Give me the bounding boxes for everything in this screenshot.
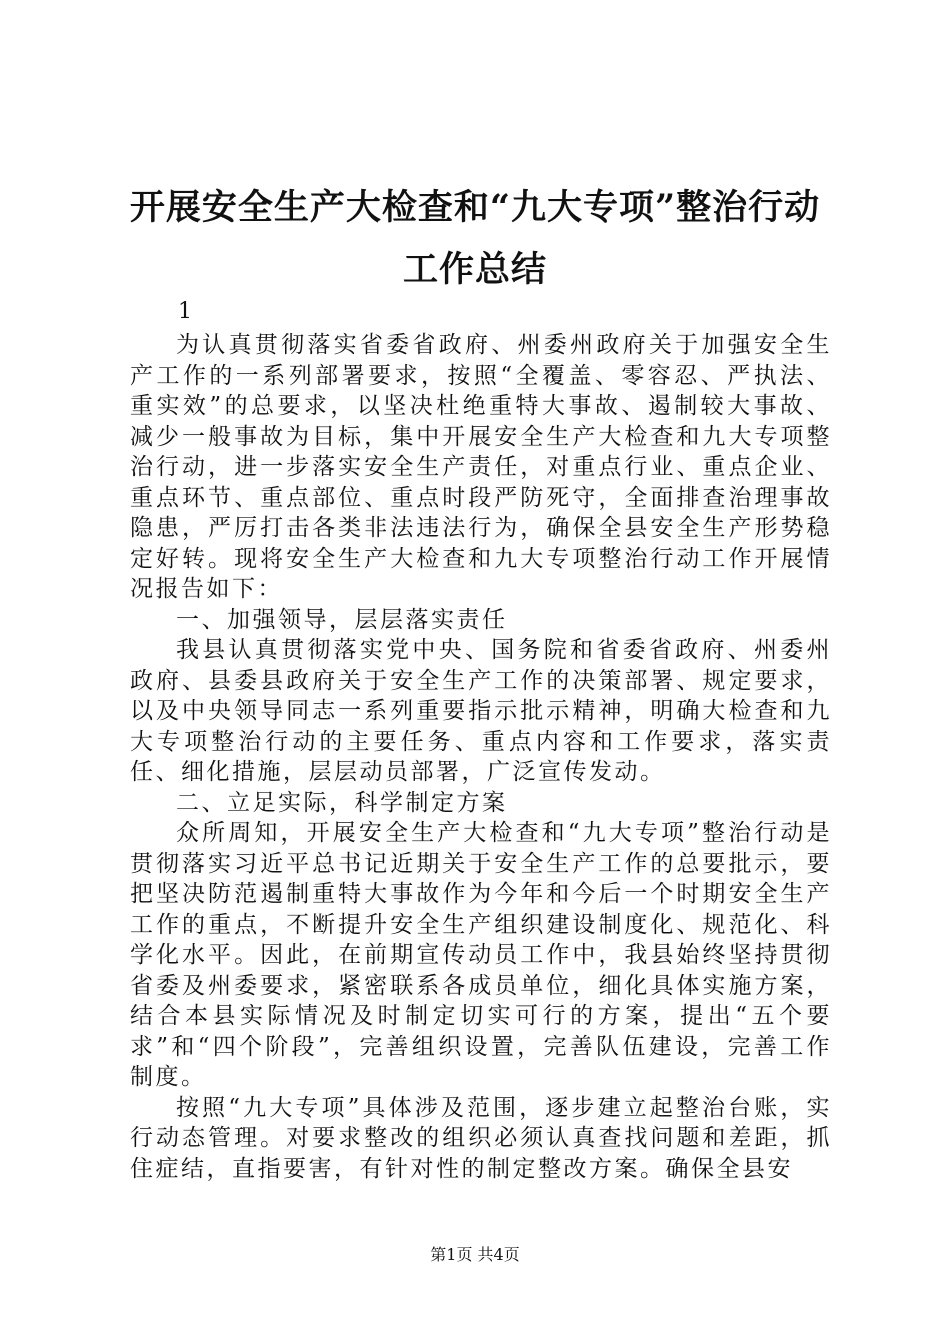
section-heading-1: 一、加强领导，层层落实责任: [176, 606, 508, 633]
section-heading-2: 二、立足实际，科学制定方案: [176, 789, 508, 816]
page-mark: 1: [178, 299, 192, 324]
paragraph-intro: 为认真贯彻落实省委省政府、州委州政府关于加强安全生产工作的一系列部署要求，按照“全覆盖、零容忍、严执法、重实效”的总要求，以坚决杜绝重特大事故、遏制较大事故、减少一般事故为目标，集中开展安全生产大检查和九大专项整治行动，进一步落实安全生产责任，对重点行业、重点企业、重点环节、重点部位、重点时段严防死守，全面排查治理事故隐患，严厉打击各类非法违法行为，确保全县安全生产形势稳定好转。现将安全生产大检查和九大专项整治行动工作开展情况报告如下：: [130, 332, 832, 602]
document-title-line-1: 开展安全生产大检查和“九大专项”整治行动: [129, 187, 821, 228]
document-body: [130, 330, 832, 1184]
paragraph-section-2-continued: 按照“九大专项”具体涉及范围，逐步建立起整治台账，实行动态管理。对要求整改的组织必须认真查找问题和差距，抓住症结，直指要害，有针对性的制定整改方案。确保全县安: [130, 1094, 832, 1182]
page-footer: 第1页 共4页: [430, 1245, 520, 1264]
paragraph-section-2: 众所周知，开展安全生产大检查和“九大专项”整治行动是贯彻落实习近平总书记近期关于安全生产工作的总要批示，要把坚决防范遏制重特大事故作为今年和今后一个时期安全生产工作的重点，不断提升安全生产组织建设制度化、规范化、科学化水平。因此，在前期宣传动员工作中，我县始终坚持贯彻省委及州委要求，紧密联系各成员单位，细化具体实施方案，结合本县实际情况及时制定切实可行的方案，提出“五个要求”和“四个阶段”，完善组织设置，完善队伍建设，完善工作制度。: [130, 820, 832, 1090]
document-title-line-2: 工作总结: [402, 249, 547, 290]
paragraph-section-1: 我县认真贯彻落实党中央、国务院和省委省政府、州委州政府、县委县政府关于安全生产工作的决策部署、规定要求，以及中央领导同志一系列重要指示批示精神，明确大检查和九大专项整治行动的主要任务、重点内容和工作要求，落实责任、细化措施，层层动员部署，广泛宣传发动。: [130, 637, 832, 785]
